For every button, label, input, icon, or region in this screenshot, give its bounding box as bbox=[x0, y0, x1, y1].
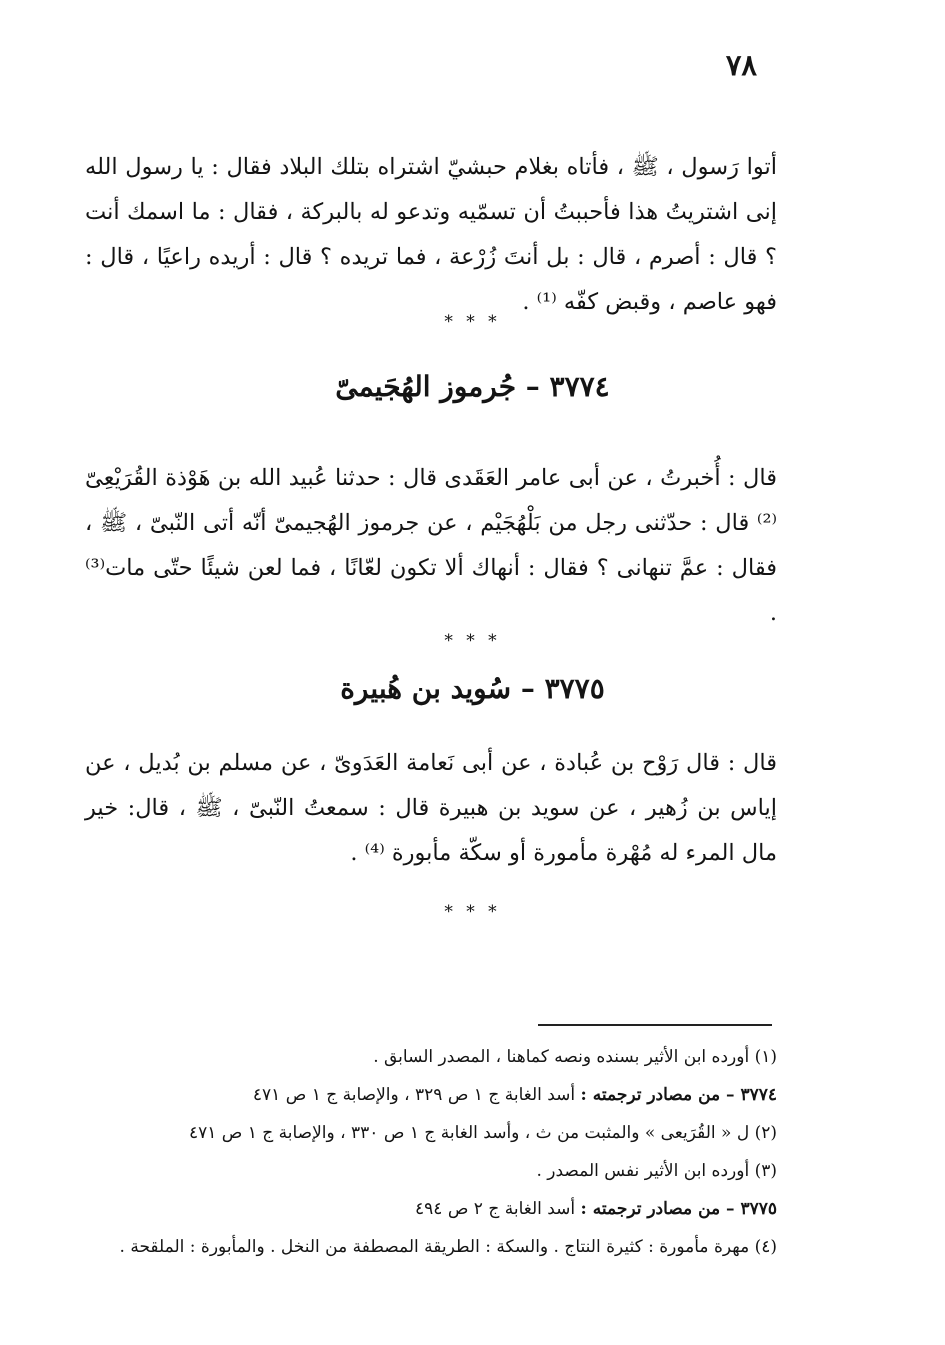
entry-heading-3774: ٣٧٧٤ – جُرموز الهُجَيمىّ bbox=[335, 370, 610, 403]
entry-heading-3775: ٣٧٧٥ – سُويد بن هُبيرة bbox=[340, 672, 605, 705]
section-separator: * * * bbox=[444, 312, 501, 332]
footnote-sources-3775 bbox=[85, 1190, 777, 1228]
paragraph-entry-3775: قال : قال رَوْح بن عُبادة ، عن أبى نَعامة العَدَوىّ ، عن مسلم بن بُديل ، عن إياس بن زُهير ، عن سويد بن هبيرة قال : سمعتُ النّبىّ ، ﷺ ، قال: خير مال المرء له مُهْرة مأمورة أو سكّة مأبورة ⁽⁴⁾ . bbox=[85, 749, 777, 866]
footnote-2: (٢) ل « القُرَيعى » والمثبت من ث ، وأسد الغابة ج ١ ص ٣٣٠ ، والإصابة ج ١ ص ٤٧١ bbox=[188, 1123, 777, 1143]
footnote-sources-label: ٣٧٧٥ – من مصادر ترجمته : bbox=[580, 1199, 777, 1219]
footnote-sources-3774 bbox=[85, 1076, 777, 1114]
footnotes bbox=[85, 1038, 777, 1266]
footnote-4: (٤) مهرة مأمورة : كثيرة النتاج . والسكة : الطريقة المصطفة من النخل . والمأبورة : الملقحة . bbox=[119, 1237, 777, 1257]
section-separator: * * * bbox=[444, 902, 501, 922]
footnote-sources-text: أسد الغابة ج ١ ص ٣٢٩ ، والإصابة ج ١ ص ٤٧١ bbox=[252, 1085, 581, 1105]
footnote-divider bbox=[538, 1024, 772, 1026]
paragraph-entry-3774: قال : أُخبرتُ ، عن أبى عامر العَقَدى قال : حدثنا عُبيد الله بن هَوْذة القُرَيْعِىّ ⁽²⁾ قال : حدّثنى رجل من بَلْهُجَيْم ، عن جرموز الهُجيمىّ أنّه أتى النّبىّ ، ﷺ ، فقال : عمَّ تنهانى ؟ فقال : أنهاك ألا تكون لعّانًا ، فما لعن شيئًا حتّى مات⁽³⁾ . bbox=[85, 464, 777, 626]
section-separator: * * * bbox=[444, 631, 501, 651]
footnote-3: (٣) أورده ابن الأثير نفس المصدر . bbox=[536, 1161, 777, 1181]
page-number: ٧٨ bbox=[725, 48, 757, 82]
footnote-1: (١) أورده ابن الأثير بسنده ونصه كماهنا ، المصدر السابق . bbox=[373, 1047, 777, 1067]
footnote-sources-label: ٣٧٧٤ – من مصادر ترجمته : bbox=[580, 1085, 777, 1105]
footnote-sources-text: أسد الغابة ج ٢ ص ٤٩٤ bbox=[415, 1199, 581, 1219]
paragraph-continuation: أتوا رَسول ، ﷺ ، فأتاه بغلام حبشيّ اشتراه بتلك البلاد فقال : يا رسول الله إنى اشتريتُ هذا فأحببتُ أن تسمّيه وتدعو له بالبركة ، فقال : ما اسمك أنت ؟ قال : أصرم ، قال : بل أنتَ زُرْعة ، فما تريده ؟ قال : أريده راعيًا ، قال : فهو عاصم ، وقبض كفّه ⁽¹⁾ . bbox=[85, 153, 777, 315]
